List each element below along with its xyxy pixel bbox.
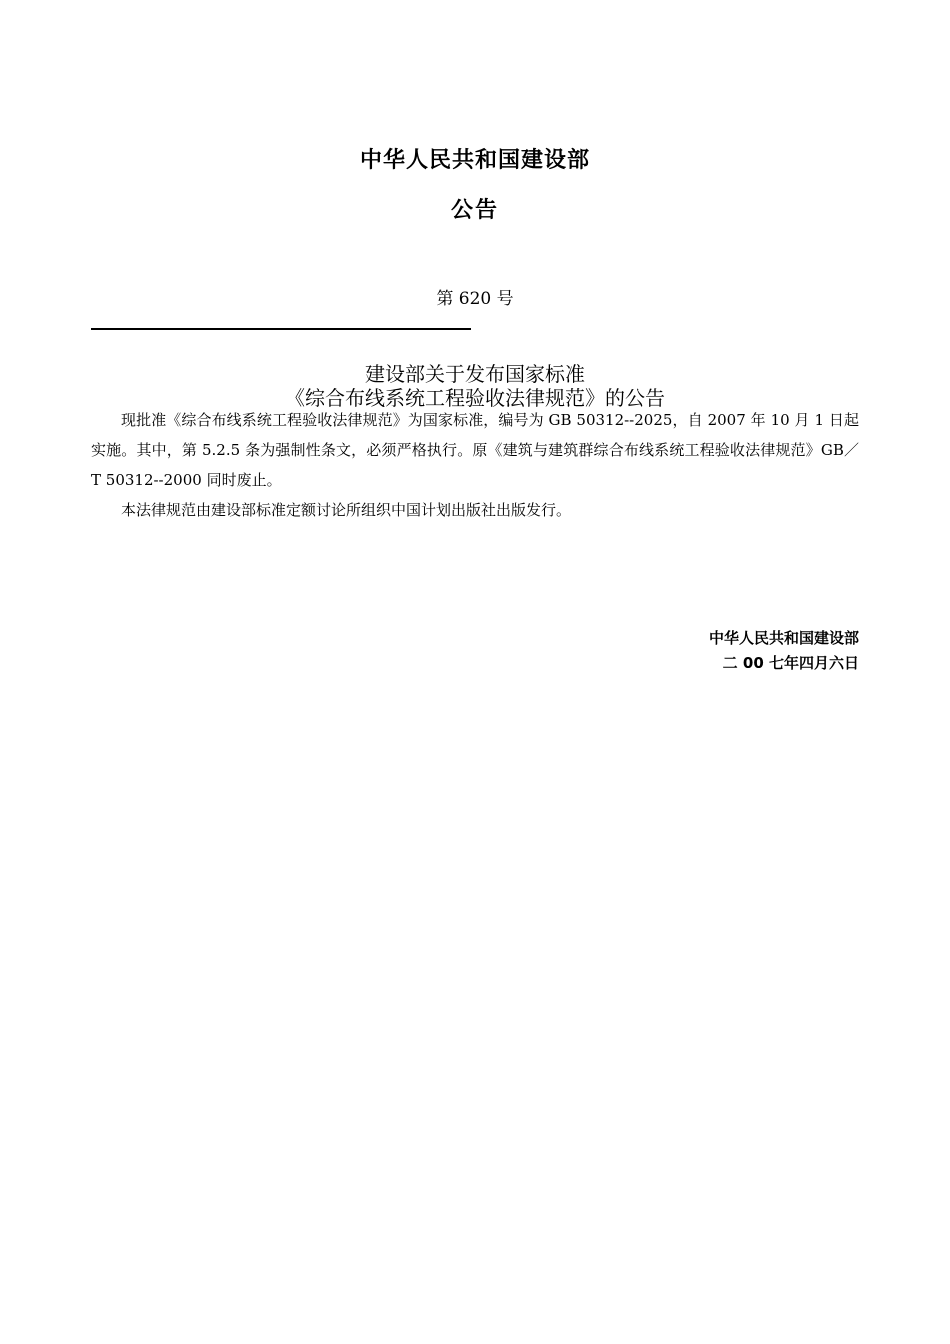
body-paragraph-2: 本法律规范由建设部标准定额讨论所组织中国计划出版社出版发行。 [121, 501, 572, 519]
body-paragraph-1: 现批准《综合布线系统工程验收法律规范》为国家标准，编号为 GB 50312--2025，自 2007 年 10 月 1 日起实施。其中，第 5.2.5 条为强制性条文，必须严格执行。原《建筑与建筑群综合布线系统工程验收法律规范》GB／T 50312--2000 同时废止。 [91, 411, 859, 489]
header-divider [91, 328, 471, 330]
document-title: 中华人民共和国建设部 [359, 148, 590, 173]
notice-heading-line-2: 《综合布线系统工程验收法律规范》的公告 [285, 386, 665, 410]
signature-organization: 中华人民共和国建设部 [708, 629, 859, 647]
notice-body [91, 405, 859, 525]
notice-heading-line-1: 建设部关于发布国家标准 [365, 362, 585, 386]
signature-date: 二 00 七年四月六日 [722, 654, 859, 672]
document-number: 第 620 号 [436, 289, 514, 309]
document-type: 公告 [450, 198, 499, 223]
